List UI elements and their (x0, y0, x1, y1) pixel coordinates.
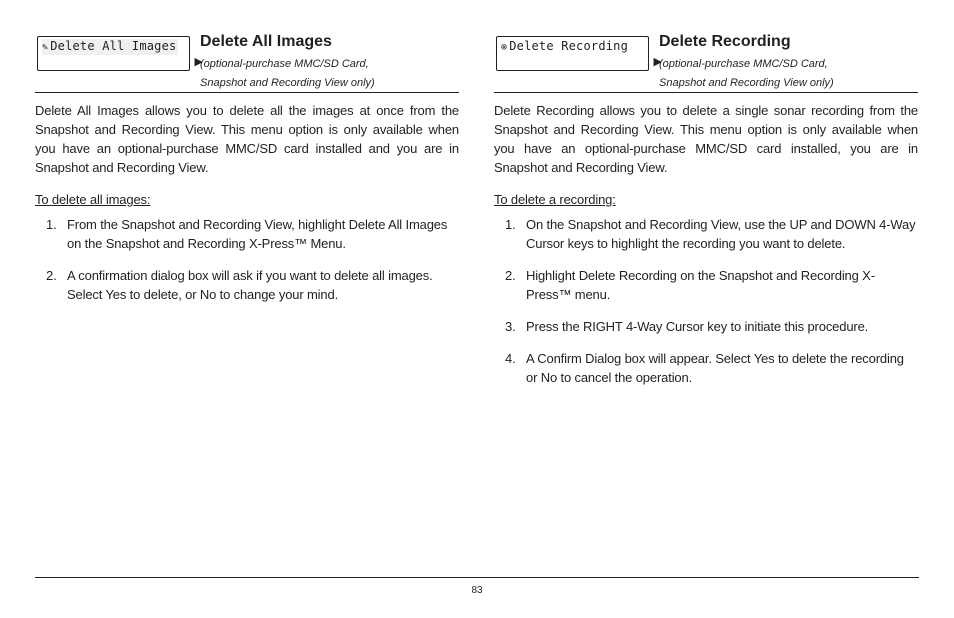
procedure-steps (494, 215, 918, 387)
recording-delete-icon: ⊗ (501, 42, 508, 53)
list-item (494, 317, 918, 336)
step-number: 2. (46, 268, 57, 283)
left-column (35, 30, 459, 317)
list-item (494, 349, 918, 387)
right-column (494, 30, 918, 400)
menu-item-delete-recording[interactable] (496, 36, 662, 71)
section-subtitle: (optional-purchase MMC/SD Card, Snapshot and Recording View only) (659, 58, 834, 89)
intro-paragraph (494, 101, 918, 177)
section-subtitle: (optional-purchase MMC/SD Card, Snapshot and Recording View only) (200, 58, 375, 89)
step-number: 1. (46, 217, 57, 232)
section-header-delete-all-images (35, 30, 459, 93)
menu-item-label: Delete Recording (509, 39, 629, 53)
step-text: A Confirm Dialog box will appear. Select Yes to delete the recording or No to cancel the operation. (526, 351, 904, 385)
list-item (494, 215, 918, 253)
intro-term: Delete Recording (494, 103, 595, 118)
procedure-steps (35, 215, 459, 304)
list-item (494, 266, 918, 304)
menu-item-label: Delete All Images (50, 39, 177, 53)
intro-term: Delete All Images (35, 103, 139, 118)
intro-text: allows you to delete a single sonar recording from the Snapshot and Recording View. This menu option is only available when you have an optional-purchase MMC/SD card installed, you are in Snapshot and Recording View. (494, 103, 919, 175)
step-text: Highlight Delete Recording on the Snapshot and Recording X-Press™ menu. (526, 268, 875, 302)
section-title: Delete All Images (200, 33, 332, 50)
arrow-right-icon: ▶ (194, 56, 203, 68)
step-number: 4. (505, 351, 516, 366)
page-number: 83 (471, 585, 483, 596)
images-icon: ✎ (42, 42, 49, 53)
procedure-heading: To delete all images: (35, 192, 151, 207)
section-header-delete-recording (494, 30, 918, 93)
list-item (35, 266, 459, 304)
step-number: 2. (505, 268, 516, 283)
step-text: On the Snapshot and Recording View, use the UP and DOWN 4-Way Cursor keys to highlight the recording you want to delete. (526, 217, 916, 251)
step-text: Press the RIGHT 4-Way Cursor key to initiate this procedure. (526, 319, 869, 334)
footer-divider (35, 577, 919, 578)
menu-item-delete-all-images[interactable] (37, 36, 203, 71)
section-title: Delete Recording (659, 33, 791, 50)
step-number: 1. (505, 217, 516, 232)
procedure-heading: To delete a recording: (494, 192, 616, 207)
step-text: From the Snapshot and Recording View, highlight Delete All Images on the Snapshot and Recording X-Press™ Menu. (67, 217, 448, 251)
list-item (35, 215, 459, 253)
step-number: 3. (505, 319, 516, 334)
intro-text: allows you to delete all the images at once from the Snapshot and Recording View. This menu option is only available when you have an optional-purchase MMC/SD card installed and you are in Snapshot and Recording View. (35, 103, 459, 175)
arrow-right-icon: ▶ (653, 56, 662, 68)
intro-paragraph (35, 101, 459, 177)
step-text: A confirmation dialog box will ask if you want to delete all images. Select Yes to delete, or No to change your mind. (67, 268, 433, 302)
